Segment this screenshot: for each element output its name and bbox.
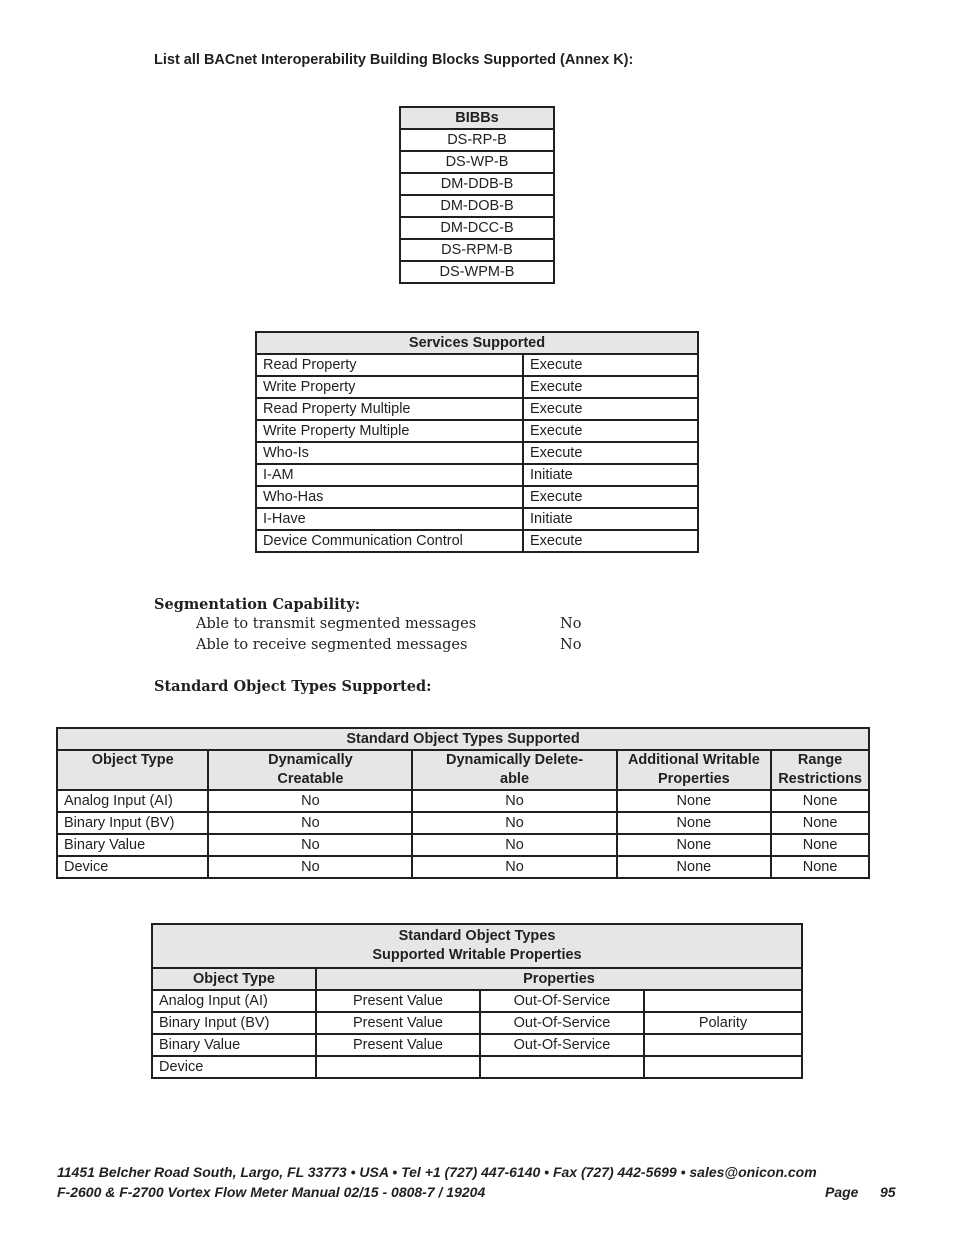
creatable-cell: No <box>208 856 412 878</box>
bibb-item: DM-DOB-B <box>400 195 554 217</box>
object-type-cell: Binary Input (BV) <box>152 1012 316 1034</box>
bibb-item: DS-RP-B <box>400 129 554 151</box>
writable-cell: None <box>617 834 772 856</box>
column-header: Dynamically Creatable <box>208 750 412 790</box>
object-type-cell: Binary Value <box>152 1034 316 1056</box>
property-cell <box>644 1034 802 1056</box>
bibbs-table <box>399 106 555 284</box>
creatable-cell: No <box>208 812 412 834</box>
deletable-cell: No <box>412 834 616 856</box>
service-name: Write Property <box>256 376 523 398</box>
object-type-column-header: Object Type <box>152 968 316 990</box>
footer-address: 11451 Belcher Road South, Largo, FL 33773 • USA • Tel +1 (727) 447-6140 • Fax (727) 442-5699 • sales@onicon.com <box>57 1164 817 1180</box>
service-mode: Execute <box>523 420 698 442</box>
footer-page-label: Page <box>825 1184 859 1200</box>
services-header: Services Supported <box>256 332 698 354</box>
service-name: Who-Is <box>256 442 523 464</box>
service-name: Write Property Multiple <box>256 420 523 442</box>
property-cell <box>316 1056 480 1078</box>
object-type-cell: Binary Value <box>57 834 208 856</box>
property-cell: Out-Of-Service <box>480 990 644 1012</box>
service-mode: Execute <box>523 354 698 376</box>
service-mode: Execute <box>523 442 698 464</box>
footer-manual: F-2600 & F-2700 Vortex Flow Meter Manual 02/15 - 0808-7 / 19204 <box>57 1184 486 1200</box>
column-header: Dynamically Delete-able <box>412 750 616 790</box>
column-header: Object Type <box>57 750 208 790</box>
writable-header <box>152 924 802 968</box>
bibbs-header: BIBBs <box>400 107 554 129</box>
service-mode: Initiate <box>523 464 698 486</box>
bibb-item: DS-RPM-B <box>400 239 554 261</box>
property-cell: Present Value <box>316 1034 480 1056</box>
object-type-cell: Device <box>152 1056 316 1078</box>
writable-header-line1: Standard Object Types <box>398 928 556 944</box>
object-type-cell: Device <box>57 856 208 878</box>
service-mode: Execute <box>523 486 698 508</box>
object-types-table <box>56 727 870 879</box>
service-name: I-Have <box>256 508 523 530</box>
object-type-cell: Analog Input (AI) <box>152 990 316 1012</box>
writable-cell: None <box>617 790 772 812</box>
creatable-cell: No <box>208 834 412 856</box>
creatable-cell: No <box>208 790 412 812</box>
service-name: Who-Has <box>256 486 523 508</box>
transmit-value: No <box>560 616 582 632</box>
receive-label: Able to receive segmented messages <box>196 637 468 653</box>
writable-cell: None <box>617 812 772 834</box>
property-cell <box>480 1056 644 1078</box>
property-cell: Present Value <box>316 1012 480 1034</box>
services-table <box>255 331 699 553</box>
service-mode: Execute <box>523 530 698 552</box>
range-cell: None <box>771 790 869 812</box>
segmentation-title: Segmentation Capability: <box>154 596 361 613</box>
bibb-item: DM-DDB-B <box>400 173 554 195</box>
service-mode: Initiate <box>523 508 698 530</box>
service-name: Device Communication Control <box>256 530 523 552</box>
property-cell <box>644 1056 802 1078</box>
receive-value: No <box>560 637 582 653</box>
standard-object-types-title: Standard Object Types Supported: <box>154 678 432 695</box>
page-heading: List all BACnet Interoperability Building Blocks Supported (Annex K): <box>154 52 634 68</box>
range-cell: None <box>771 834 869 856</box>
property-cell: Polarity <box>644 1012 802 1034</box>
object-type-cell: Analog Input (AI) <box>57 790 208 812</box>
bibb-item: DM-DCC-B <box>400 217 554 239</box>
bibb-item: DS-WP-B <box>400 151 554 173</box>
property-cell: Present Value <box>316 990 480 1012</box>
object-types-header: Standard Object Types Supported <box>57 728 869 750</box>
service-name: Read Property <box>256 354 523 376</box>
transmit-label: Able to transmit segmented messages <box>196 616 477 632</box>
property-cell: Out-Of-Service <box>480 1012 644 1034</box>
deletable-cell: No <box>412 812 616 834</box>
properties-column-header: Properties <box>316 968 802 990</box>
column-header: Additional Writable Properties <box>617 750 772 790</box>
range-cell: None <box>771 856 869 878</box>
range-cell: None <box>771 812 869 834</box>
service-mode: Execute <box>523 376 698 398</box>
object-type-cell: Binary Input (BV) <box>57 812 208 834</box>
column-header: Range Restrictions <box>771 750 869 790</box>
service-mode: Execute <box>523 398 698 420</box>
writable-properties-table <box>151 923 803 1079</box>
property-cell: Out-Of-Service <box>480 1034 644 1056</box>
footer-page-number: 95 <box>880 1184 896 1200</box>
writable-cell: None <box>617 856 772 878</box>
property-cell <box>644 990 802 1012</box>
deletable-cell: No <box>412 856 616 878</box>
service-name: I-AM <box>256 464 523 486</box>
bibb-item: DS-WPM-B <box>400 261 554 283</box>
writable-header-line2: Supported Writable Properties <box>372 947 582 963</box>
deletable-cell: No <box>412 790 616 812</box>
service-name: Read Property Multiple <box>256 398 523 420</box>
